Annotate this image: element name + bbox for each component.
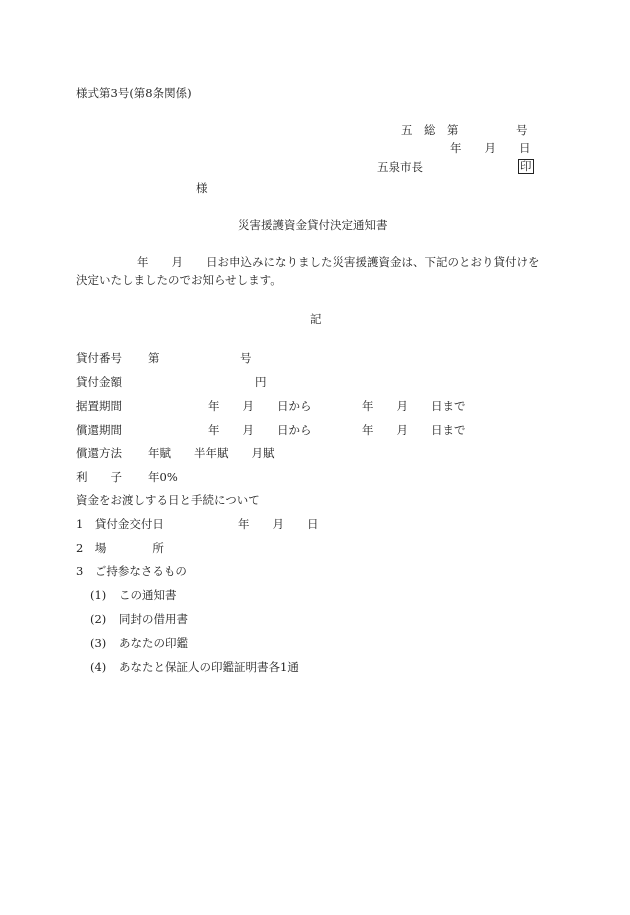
repay-period-to: 年 月 日まで <box>362 423 466 437</box>
bring-item-2-text: 同封の借用書 <box>119 612 188 626</box>
interest-label: 利 子 <box>76 470 122 484</box>
form-label: 様式第3号(第8条関係) <box>76 86 192 100</box>
grace-period-label: 据置期間 <box>76 399 122 413</box>
procedure-heading: 資金をお渡しする日と手続について <box>76 493 260 507</box>
bring-item-4-num: (4) <box>90 660 107 674</box>
repay-period-from: 年 月 日から <box>208 423 312 437</box>
grace-period-to: 年 月 日まで <box>362 399 466 413</box>
loan-number-label: 貸付番号 <box>76 351 122 365</box>
seal-stamp <box>518 159 534 174</box>
repay-period-label: 償還期間 <box>76 423 122 437</box>
body-line-2: 決定いたしましたのでお知らせします。 <box>76 273 282 287</box>
repay-method-label: 償還方法 <box>76 446 122 460</box>
loan-amount-label: 貸付金額 <box>76 375 122 389</box>
procedure-3-label: 3 ご持参なさるもの <box>76 564 187 578</box>
repay-method-options: 年賦 半年賦 月賦 <box>148 446 275 460</box>
procedure-2-label: 2 場 所 <box>76 541 164 555</box>
procedure-1-label: 1 貸付金交付日 <box>76 517 164 531</box>
loan-amount-unit: 円 <box>255 375 267 389</box>
bring-item-3-text: あなたの印鑑 <box>119 636 188 650</box>
document-title: 災害援護資金貸付決定通知書 <box>238 218 388 232</box>
document-number: 五 総 第 号 <box>401 123 528 137</box>
loan-number-value: 第 号 <box>148 351 252 365</box>
interest-value: 年0% <box>148 470 178 484</box>
bring-item-1-text: この通知書 <box>119 588 177 602</box>
procedure-1-value: 年 月 日 <box>238 517 319 531</box>
bring-item-1-num: (1) <box>90 588 107 602</box>
bring-item-3-num: (3) <box>90 636 107 650</box>
seal-mark: 印 <box>520 159 532 173</box>
issue-date: 年 月 日 <box>450 141 531 155</box>
bring-item-2-num: (2) <box>90 612 107 626</box>
grace-period-from: 年 月 日から <box>208 399 312 413</box>
recipient-suffix: 様 <box>196 181 208 195</box>
ki-heading: 記 <box>310 312 322 326</box>
bring-item-4-text: あなたと保証人の印鑑証明書各1通 <box>119 660 299 674</box>
issuer-name: 五泉市長 <box>377 160 423 174</box>
body-line-1: 年 月 日お申込みになりました災害援護資金は、下記のとおり貸付けを <box>137 255 540 269</box>
